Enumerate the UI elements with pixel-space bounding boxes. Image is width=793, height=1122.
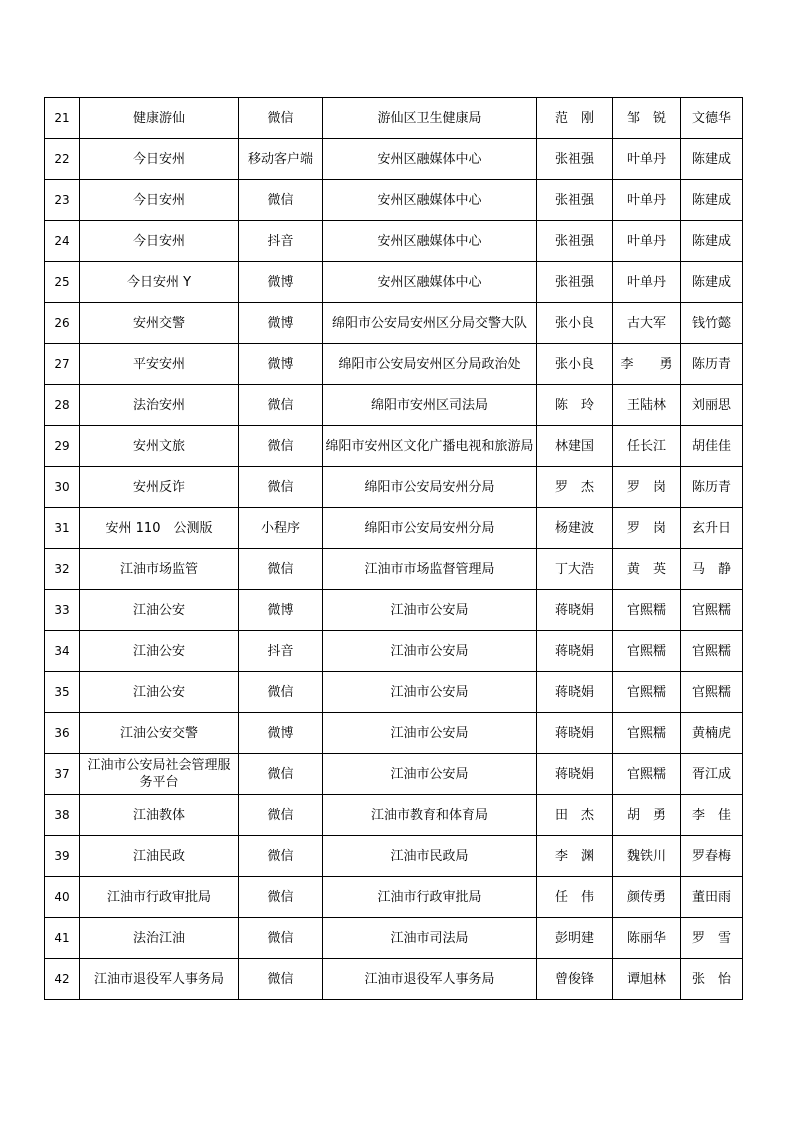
cell-platform: 抖音 — [239, 631, 323, 672]
cell-responsible-person: 林建国 — [537, 426, 613, 467]
cell-operator: 马 静 — [681, 549, 743, 590]
cell-number: 34 — [45, 631, 80, 672]
table-row — [45, 262, 743, 303]
cell-operator: 李 佳 — [681, 795, 743, 836]
cell-account-name: 今日安州 — [80, 221, 239, 262]
cell-operator: 陈建成 — [681, 221, 743, 262]
cell-platform: 微信 — [239, 98, 323, 139]
cell-account-name: 今日安州 — [80, 180, 239, 221]
cell-number: 24 — [45, 221, 80, 262]
cell-account-name: 江油公安 — [80, 631, 239, 672]
cell-manager: 李 勇 — [613, 344, 681, 385]
cell-manager: 古大军 — [613, 303, 681, 344]
cell-platform: 微信 — [239, 385, 323, 426]
table-row — [45, 713, 743, 754]
cell-platform: 微信 — [239, 467, 323, 508]
cell-number: 39 — [45, 836, 80, 877]
cell-number: 38 — [45, 795, 80, 836]
cell-account-name: 法治安州 — [80, 385, 239, 426]
cell-organization: 安州区融媒体中心 — [323, 139, 537, 180]
cell-responsible-person: 李 渊 — [537, 836, 613, 877]
table-row — [45, 98, 743, 139]
cell-responsible-person: 范 刚 — [537, 98, 613, 139]
cell-platform: 微信 — [239, 426, 323, 467]
cell-account-name: 今日安州 — [80, 139, 239, 180]
cell-organization: 游仙区卫生健康局 — [323, 98, 537, 139]
cell-manager: 叶单丹 — [613, 139, 681, 180]
cell-platform: 微博 — [239, 713, 323, 754]
cell-operator: 胡佳佳 — [681, 426, 743, 467]
cell-organization: 江油市公安局 — [323, 631, 537, 672]
cell-organization: 江油市行政审批局 — [323, 877, 537, 918]
cell-organization: 绵阳市公安局安州区分局交警大队 — [323, 303, 537, 344]
cell-platform: 微信 — [239, 754, 323, 795]
cell-organization: 江油市公安局 — [323, 672, 537, 713]
cell-number: 41 — [45, 918, 80, 959]
cell-operator: 陈建成 — [681, 262, 743, 303]
cell-account-name: 江油民政 — [80, 836, 239, 877]
cell-operator: 黄楠虎 — [681, 713, 743, 754]
cell-manager: 官熙糯 — [613, 590, 681, 631]
cell-account-name: 江油市场监管 — [80, 549, 239, 590]
cell-responsible-person: 曾俊锋 — [537, 959, 613, 1000]
cell-organization: 绵阳市公安局安州区分局政治处 — [323, 344, 537, 385]
cell-number: 29 — [45, 426, 80, 467]
table-row — [45, 221, 743, 262]
cell-manager: 谭旭林 — [613, 959, 681, 1000]
cell-manager: 王陆林 — [613, 385, 681, 426]
cell-responsible-person: 蒋晓娟 — [537, 590, 613, 631]
cell-platform: 微信 — [239, 549, 323, 590]
cell-organization: 绵阳市安州区文化广播电视和旅游局 — [323, 426, 537, 467]
cell-account-name: 江油公安 — [80, 672, 239, 713]
cell-manager: 胡 勇 — [613, 795, 681, 836]
cell-organization: 江油市公安局 — [323, 590, 537, 631]
table-row — [45, 385, 743, 426]
cell-account-name: 江油公安 — [80, 590, 239, 631]
table-row — [45, 467, 743, 508]
cell-operator: 张 怡 — [681, 959, 743, 1000]
cell-number: 30 — [45, 467, 80, 508]
table-row — [45, 754, 743, 795]
cell-manager: 陈丽华 — [613, 918, 681, 959]
cell-number: 35 — [45, 672, 80, 713]
cell-operator: 玄升日 — [681, 508, 743, 549]
cell-operator: 陈历青 — [681, 344, 743, 385]
cell-responsible-person: 杨建波 — [537, 508, 613, 549]
cell-organization: 江油市退役军人事务局 — [323, 959, 537, 1000]
cell-platform: 微博 — [239, 303, 323, 344]
cell-operator: 陈建成 — [681, 139, 743, 180]
cell-platform: 小程序 — [239, 508, 323, 549]
table-row — [45, 549, 743, 590]
cell-responsible-person: 张小良 — [537, 344, 613, 385]
cell-organization: 江油市市场监督管理局 — [323, 549, 537, 590]
table-row — [45, 877, 743, 918]
cell-operator: 陈历青 — [681, 467, 743, 508]
cell-number: 25 — [45, 262, 80, 303]
cell-responsible-person: 张祖强 — [537, 139, 613, 180]
cell-manager: 任长江 — [613, 426, 681, 467]
cell-organization: 江油市公安局 — [323, 713, 537, 754]
cell-platform: 抖音 — [239, 221, 323, 262]
cell-platform: 微信 — [239, 959, 323, 1000]
new-media-registry-table — [44, 97, 743, 1000]
cell-responsible-person: 张小良 — [537, 303, 613, 344]
cell-manager: 官熙糯 — [613, 672, 681, 713]
cell-platform: 微信 — [239, 918, 323, 959]
cell-operator: 官熙糯 — [681, 590, 743, 631]
cell-organization: 江油市民政局 — [323, 836, 537, 877]
cell-responsible-person: 田 杰 — [537, 795, 613, 836]
cell-responsible-person: 张祖强 — [537, 221, 613, 262]
cell-platform: 微信 — [239, 836, 323, 877]
cell-account-name: 法治江油 — [80, 918, 239, 959]
cell-number: 28 — [45, 385, 80, 426]
cell-responsible-person: 彭明建 — [537, 918, 613, 959]
cell-operator: 官熙糯 — [681, 631, 743, 672]
cell-manager: 叶单丹 — [613, 180, 681, 221]
cell-responsible-person: 张祖强 — [537, 262, 613, 303]
cell-account-name: 江油市退役军人事务局 — [80, 959, 239, 1000]
cell-operator: 罗 雪 — [681, 918, 743, 959]
cell-account-name: 健康游仙 — [80, 98, 239, 139]
cell-operator: 官熙糯 — [681, 672, 743, 713]
cell-responsible-person: 蒋晓娟 — [537, 631, 613, 672]
cell-number: 37 — [45, 754, 80, 795]
cell-number: 40 — [45, 877, 80, 918]
table-row — [45, 795, 743, 836]
table-row — [45, 918, 743, 959]
cell-manager: 叶单丹 — [613, 221, 681, 262]
cell-organization: 绵阳市安州区司法局 — [323, 385, 537, 426]
cell-account-name: 江油市公安局社会管理服务平台 — [80, 754, 239, 795]
cell-organization: 江油市公安局 — [323, 754, 537, 795]
cell-number: 36 — [45, 713, 80, 754]
cell-responsible-person: 蒋晓娟 — [537, 713, 613, 754]
cell-responsible-person: 丁大浩 — [537, 549, 613, 590]
cell-account-name: 江油市行政审批局 — [80, 877, 239, 918]
cell-manager: 官熙糯 — [613, 754, 681, 795]
cell-manager: 颜传勇 — [613, 877, 681, 918]
cell-manager: 邹 锐 — [613, 98, 681, 139]
cell-organization: 绵阳市公安局安州分局 — [323, 467, 537, 508]
cell-organization: 安州区融媒体中心 — [323, 262, 537, 303]
cell-operator: 罗春梅 — [681, 836, 743, 877]
cell-account-name: 安州反诈 — [80, 467, 239, 508]
cell-responsible-person: 任 伟 — [537, 877, 613, 918]
cell-platform: 微信 — [239, 672, 323, 713]
table-row — [45, 631, 743, 672]
cell-responsible-person: 罗 杰 — [537, 467, 613, 508]
table-row — [45, 180, 743, 221]
cell-number: 31 — [45, 508, 80, 549]
cell-organization: 安州区融媒体中心 — [323, 221, 537, 262]
cell-account-name: 江油教体 — [80, 795, 239, 836]
table-row — [45, 836, 743, 877]
cell-operator: 钱竹懿 — [681, 303, 743, 344]
table-row — [45, 590, 743, 631]
cell-operator: 刘丽思 — [681, 385, 743, 426]
cell-platform: 微信 — [239, 877, 323, 918]
cell-operator: 董田雨 — [681, 877, 743, 918]
table-row — [45, 959, 743, 1000]
cell-manager: 官熙糯 — [613, 713, 681, 754]
cell-operator: 文德华 — [681, 98, 743, 139]
cell-account-name: 平安安州 — [80, 344, 239, 385]
cell-organization: 江油市教育和体育局 — [323, 795, 537, 836]
cell-manager: 叶单丹 — [613, 262, 681, 303]
cell-operator: 胥江成 — [681, 754, 743, 795]
table-row — [45, 508, 743, 549]
table-row — [45, 344, 743, 385]
cell-organization: 绵阳市公安局安州分局 — [323, 508, 537, 549]
cell-platform: 微博 — [239, 344, 323, 385]
table-row — [45, 672, 743, 713]
cell-platform: 微博 — [239, 262, 323, 303]
cell-operator: 陈建成 — [681, 180, 743, 221]
cell-account-name: 今日安州 Y — [80, 262, 239, 303]
cell-number: 23 — [45, 180, 80, 221]
cell-manager: 魏铁川 — [613, 836, 681, 877]
cell-number: 21 — [45, 98, 80, 139]
cell-number: 22 — [45, 139, 80, 180]
cell-platform: 微博 — [239, 590, 323, 631]
cell-number: 42 — [45, 959, 80, 1000]
cell-manager: 罗 岗 — [613, 467, 681, 508]
cell-platform: 移动客户端 — [239, 139, 323, 180]
cell-number: 32 — [45, 549, 80, 590]
table-row — [45, 303, 743, 344]
cell-account-name: 安州交警 — [80, 303, 239, 344]
cell-manager: 罗 岗 — [613, 508, 681, 549]
cell-account-name: 江油公安交警 — [80, 713, 239, 754]
cell-account-name: 安州 110 公测版 — [80, 508, 239, 549]
table-row — [45, 139, 743, 180]
table-body — [45, 98, 743, 1000]
cell-manager: 官熙糯 — [613, 631, 681, 672]
cell-platform: 微信 — [239, 795, 323, 836]
cell-organization: 江油市司法局 — [323, 918, 537, 959]
table-row — [45, 426, 743, 467]
cell-account-name: 安州文旅 — [80, 426, 239, 467]
cell-number: 26 — [45, 303, 80, 344]
cell-number: 33 — [45, 590, 80, 631]
cell-organization: 安州区融媒体中心 — [323, 180, 537, 221]
cell-responsible-person: 陈 玲 — [537, 385, 613, 426]
cell-responsible-person: 蒋晓娟 — [537, 672, 613, 713]
cell-number: 27 — [45, 344, 80, 385]
cell-responsible-person: 蒋晓娟 — [537, 754, 613, 795]
cell-manager: 黄 英 — [613, 549, 681, 590]
cell-platform: 微信 — [239, 180, 323, 221]
cell-responsible-person: 张祖强 — [537, 180, 613, 221]
